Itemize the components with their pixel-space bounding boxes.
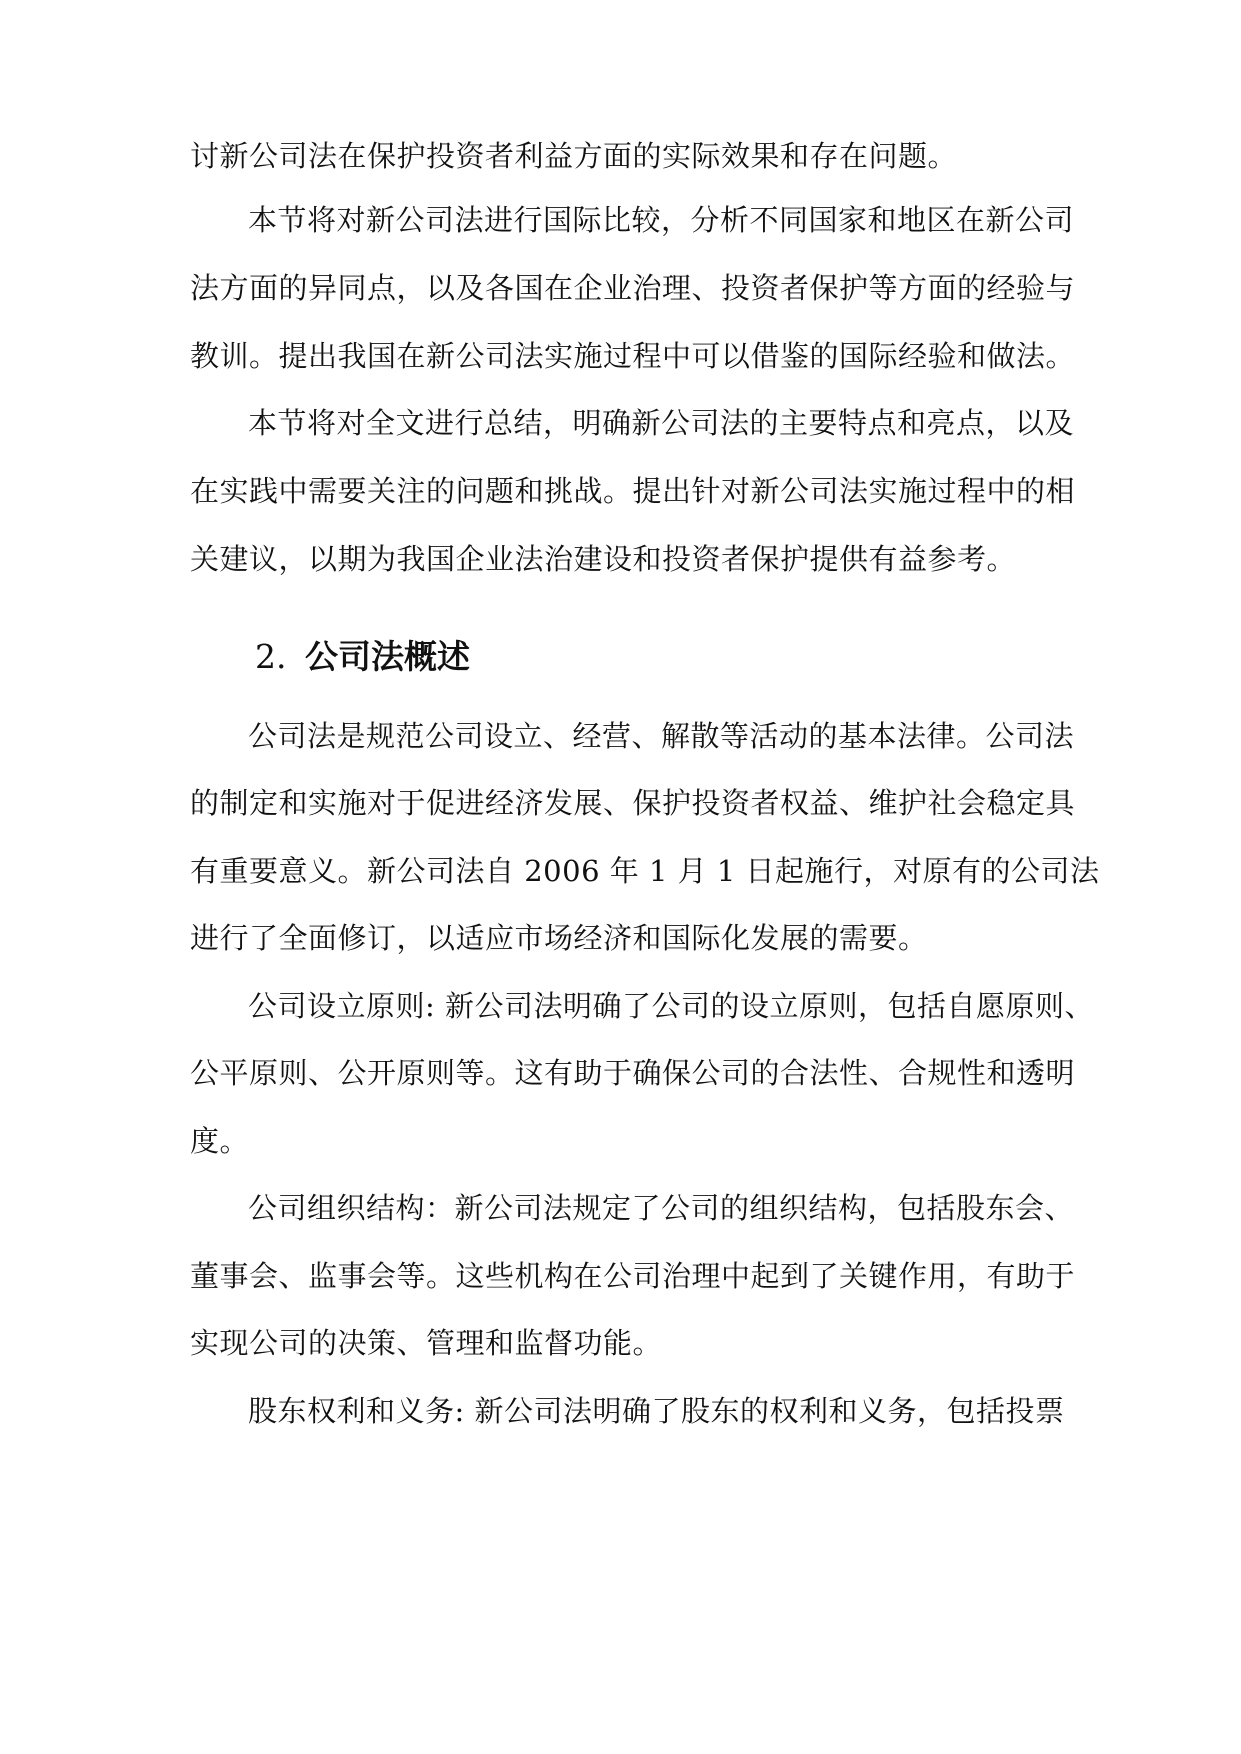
paragraph-line: 有重要意义。新公司法自 2006 年 1 月 1 日起施行，对原有的公司法 [190,854,1100,888]
paragraph-line: 董事会、监事会等。这些机构在公司治理中起到了关键作用，有助于 [190,1259,1076,1293]
paragraph-line: 公平原则、公开原则等。这有助于确保公司的合法性、合规性和透明 [190,1056,1076,1090]
paragraph-line: 本节将对新公司法进行国际比较，分析不同国家和地区在新公司 [248,203,1075,237]
section-heading [255,637,470,677]
paragraph-line: 关建议，以期为我国企业法治建设和投资者保护提供有益参考。 [190,542,1017,576]
paragraph-line: 公司法是规范公司设立、经营、解散等活动的基本法律。公司法 [248,719,1075,753]
paragraph-line: 进行了全面修订，以适应市场经济和国际化发展的需要。 [190,921,928,955]
paragraph-line: 实现公司的决策、管理和监督功能。 [190,1326,663,1360]
paragraph-line: 法方面的异同点，以及各国在企业治理、投资者保护等方面的经验与 [190,271,1076,305]
paragraph-line: 本节将对全文进行总结，明确新公司法的主要特点和亮点，以及 [248,406,1075,440]
paragraph-line: 讨新公司法在保护投资者利益方面的实际效果和存在问题。 [190,139,958,173]
paragraph-line: 在实践中需要关注的问题和挑战。提出针对新公司法实施过程中的相 [190,474,1076,508]
paragraph-line: 股东权利和义务: 新公司法明确了股东的权利和义务，包括投票 [248,1394,1065,1428]
paragraph-line: 公司组织结构：新公司法规定了公司的组织结构，包括股东会、 [248,1191,1075,1225]
section-title: 公司法概述 [305,637,470,676]
paragraph-line: 公司设立原则: 新公司法明确了公司的设立原则，包括自愿原则、 [248,989,1094,1023]
paragraph-line: 的制定和实施对于促进经济发展、保护投资者权益、维护社会稳定具 [190,786,1076,820]
section-number: 2. [255,637,287,676]
paragraph-line: 教训。提出我国在新公司法实施过程中可以借鉴的国际经验和做法。 [190,339,1076,373]
paragraph-line: 度。 [190,1124,250,1158]
